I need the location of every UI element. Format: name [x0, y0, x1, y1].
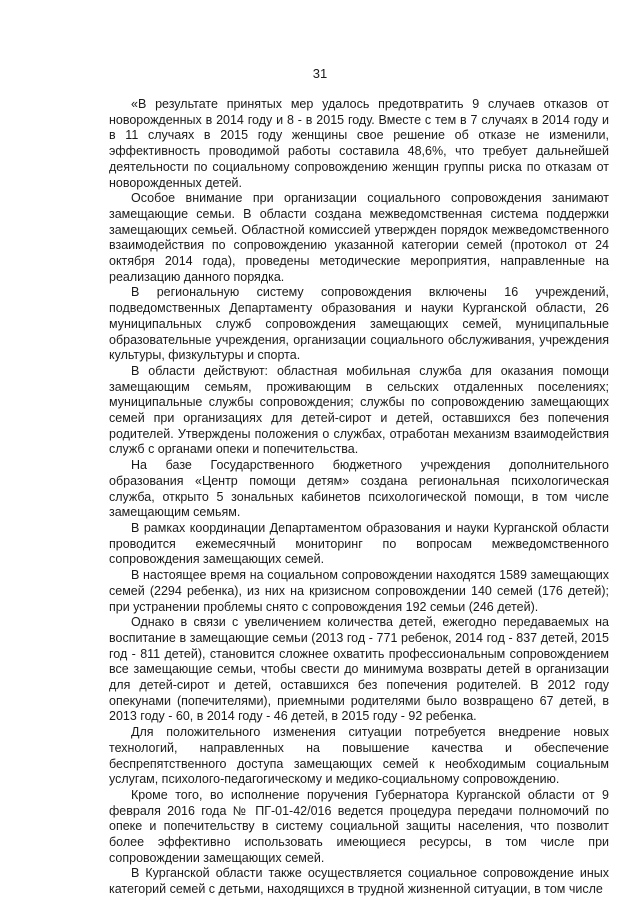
- document-body: [109, 97, 609, 898]
- paragraph: В области действуют: областная мобильная служба для оказания помощи замещающим семьям, проживающим в сельских отдаленных поселениях; муниципальные службы сопровождения; службы по сопровождению замещающих семей при организациях для детей-сирот и детей, оставшихся без попечения родителей. Утверждены положения о службах, отработан механизм взаимодействия служб с органами опеки и попечительства.: [109, 363, 609, 457]
- paragraph: Однако в связи с увеличением количества детей, ежегодно передаваемых на воспитание в замещающие семьи (2013 год - 771 ребенок, 2014 год - 837 детей, 2015 год - 811 детей), становится сложнее охватить профессиональным сопровождением все замещающие семьи, чтобы свести до минимума возвраты детей в организации для детей-сирот и детей, оставшихся без попечения родителей. В 2012 году опекунами (попечителями), приемными родителями было возвращено 67 детей, в 2013 году - 60, в 2014 году - 46 детей, в 2015 году - 92 ребенка.: [109, 615, 609, 724]
- paragraph: Особое внимание при организации социального сопровождения занимают замещающие семьи. В области создана межведомственная система поддержки замещающих семьей. Областной комиссией утвержден порядок межведомственного взаимодействия по сопровождению указанной категории семей (протокол от 24 октября 2014 года), проведены методические мероприятия, направленные на реализацию данного порядка.: [109, 191, 609, 284]
- paragraph: «В результате принятых мер удалось предотвратить 9 случаев отказов от новорожденных в 2014 году и 8 - в 2015 году. Вместе с тем в 7 случаях в 2014 году и в 11 случаях в 2015 году женщины свое решение об отказе не изменили, эффективность проводимой работы составила 48,6%, что требует дальнейшей деятельности по социальному сопровождению женщин группы риска по отказам от новорожденных детей.: [109, 97, 609, 190]
- page-number: 31: [312, 66, 328, 81]
- paragraph: В рамках координации Департаментом образования и науки Курганской области проводится ежемесячный мониторинг по вопросам межведомственного сопровождения замещающих семей.: [109, 520, 609, 567]
- paragraph: Кроме того, во исполнение поручения Губернатора Курганской области от 9 февраля 2016 года № ПГ-01-42/016 ведется процедура передачи полномочий по опеке и попечительству в систему социальной защиты населения, что позволит более эффективно использовать имеющиеся ресурсы, в том числе при сопровождении замещающих семей.: [109, 787, 609, 865]
- paragraph: В Курганской области также осуществляется социальное сопровождение иных категорий семей с детьми, находящихся в трудной жизненной ситуации, в том числе: [109, 866, 609, 897]
- paragraph: В настоящее время на социальном сопровождении находятся 1589 замещающих семей (2294 ребенка), из них на кризисном сопровождении 140 семей (176 детей); при устранении проблемы снято с сопровождения 192 семьи (246 детей).: [109, 568, 609, 614]
- paragraph: Для положительного изменения ситуации потребуется внедрение новых технологий, направленных на повышение качества и обеспечение беспрепятственного доступа замещающих семей к необходимым социальным услугам, психолого-педагогическому и медико-социальному сопровождению.: [109, 725, 609, 787]
- paragraph: На базе Государственного бюджетного учреждения дополнительного образования «Центр помощи детям» создана региональная психологическая служба, открыто 5 зональных кабинетов психологической помощи, в том числе замещающим семьям.: [109, 458, 609, 520]
- paragraph: В региональную систему сопровождения включены 16 учреждений, подведомственных Департаменту образования и науки Курганской области, 26 муниципальных служб сопровождения замещающих семей, муниципальные образовательные учреждения, организации социального обслуживания, учреждения культуры, физкультуры и спорта.: [109, 285, 609, 363]
